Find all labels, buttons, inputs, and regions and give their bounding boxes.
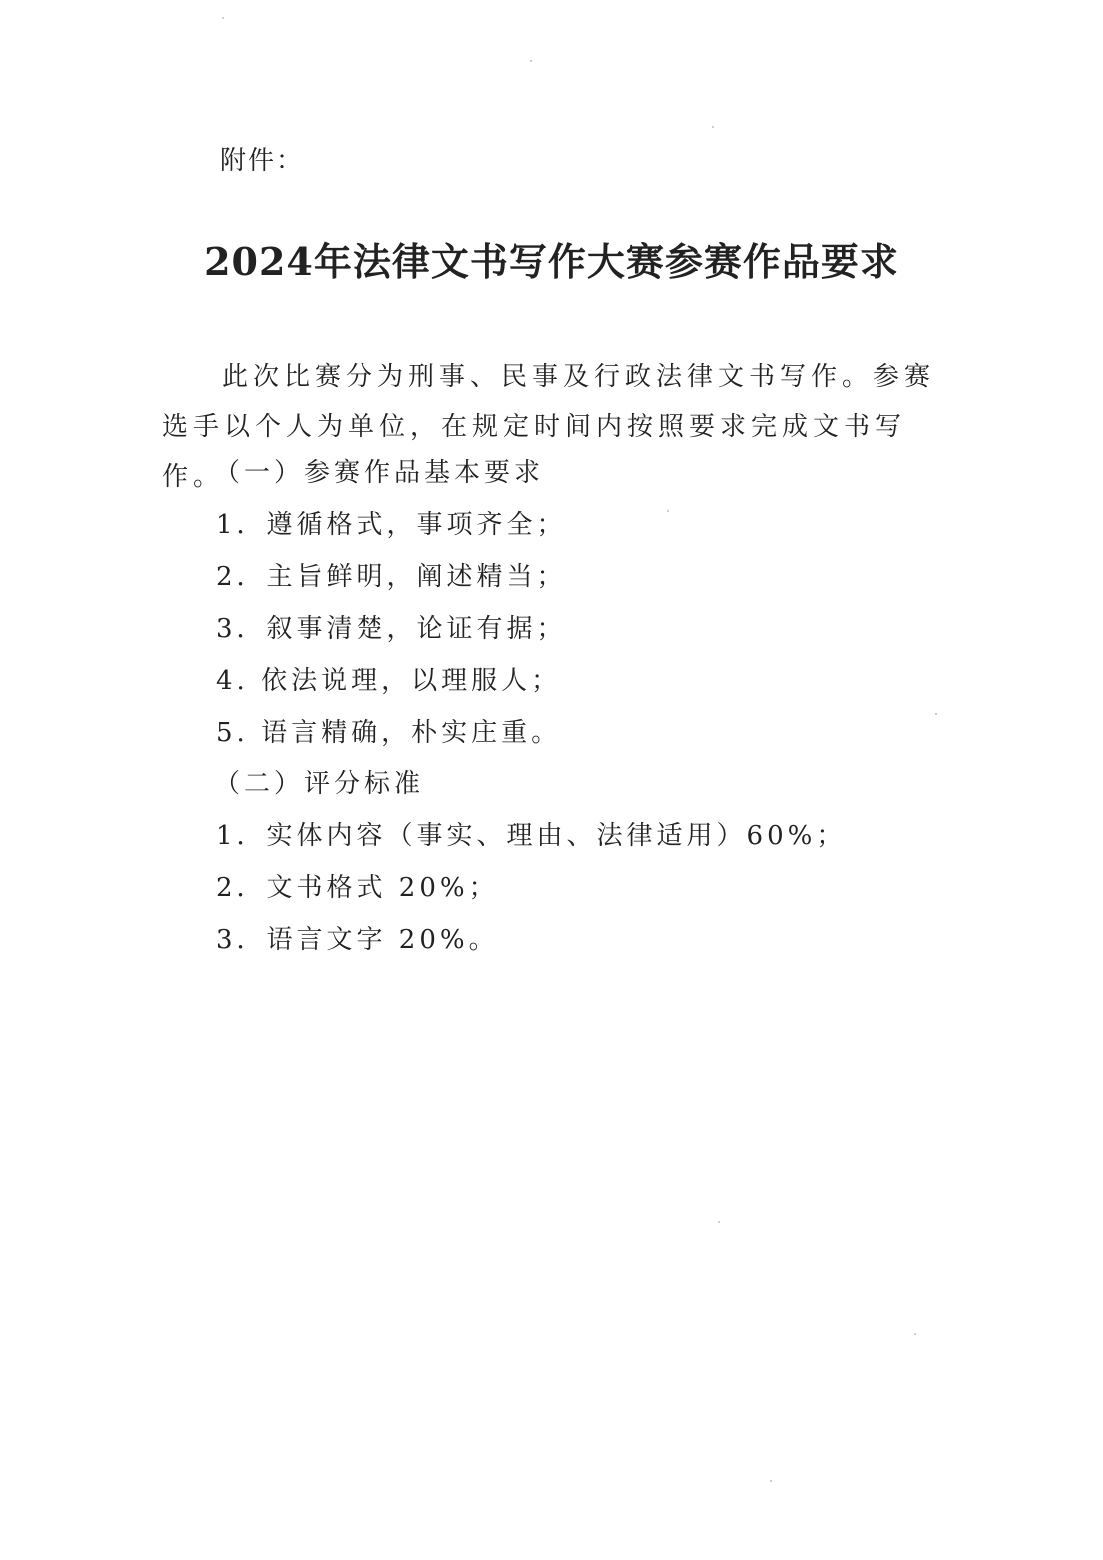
scan-speck (712, 126, 714, 128)
document-title: 2024年法律文书写作大赛参赛作品要求 (204, 239, 899, 284)
scan-speck (718, 1221, 720, 1223)
section-heading-scoring-criteria: （二）评分标准 (214, 769, 425, 799)
requirement-item-1: 1．遵循格式，事项齐全； (216, 510, 567, 540)
requirement-item-3: 3．叙事清楚，论证有据； (216, 614, 567, 644)
scan-speck (530, 60, 532, 62)
scan-speck (222, 17, 224, 19)
section-heading-basic-requirements: （一）参赛作品基本要求 (214, 458, 545, 488)
scoring-item-1: 1．实体内容（事实、理由、法律适用）60%； (216, 821, 847, 851)
attachment-label: 附件： (220, 146, 305, 176)
scoring-item-2: 2．文书格式 20%； (216, 873, 499, 903)
scan-speck (935, 713, 937, 715)
requirement-item-4: 4. 依法说理，以理服人； (216, 666, 562, 696)
scoring-item-3: 3．语言文字 20%。 (216, 925, 499, 955)
scan-speck (914, 1333, 916, 1335)
requirement-item-5: 5. 语言精确，朴实庄重。 (216, 718, 562, 748)
scan-speck (770, 1480, 772, 1482)
scan-speck (667, 510, 669, 512)
requirement-item-2: 2．主旨鲜明，阐述精当； (216, 562, 567, 592)
intro-paragraph: 此次比赛分为刑事、民事及行政法律文书写作。参赛选手以个人为单位，在规定时间内按照要求完成文书写作。 (162, 362, 936, 492)
